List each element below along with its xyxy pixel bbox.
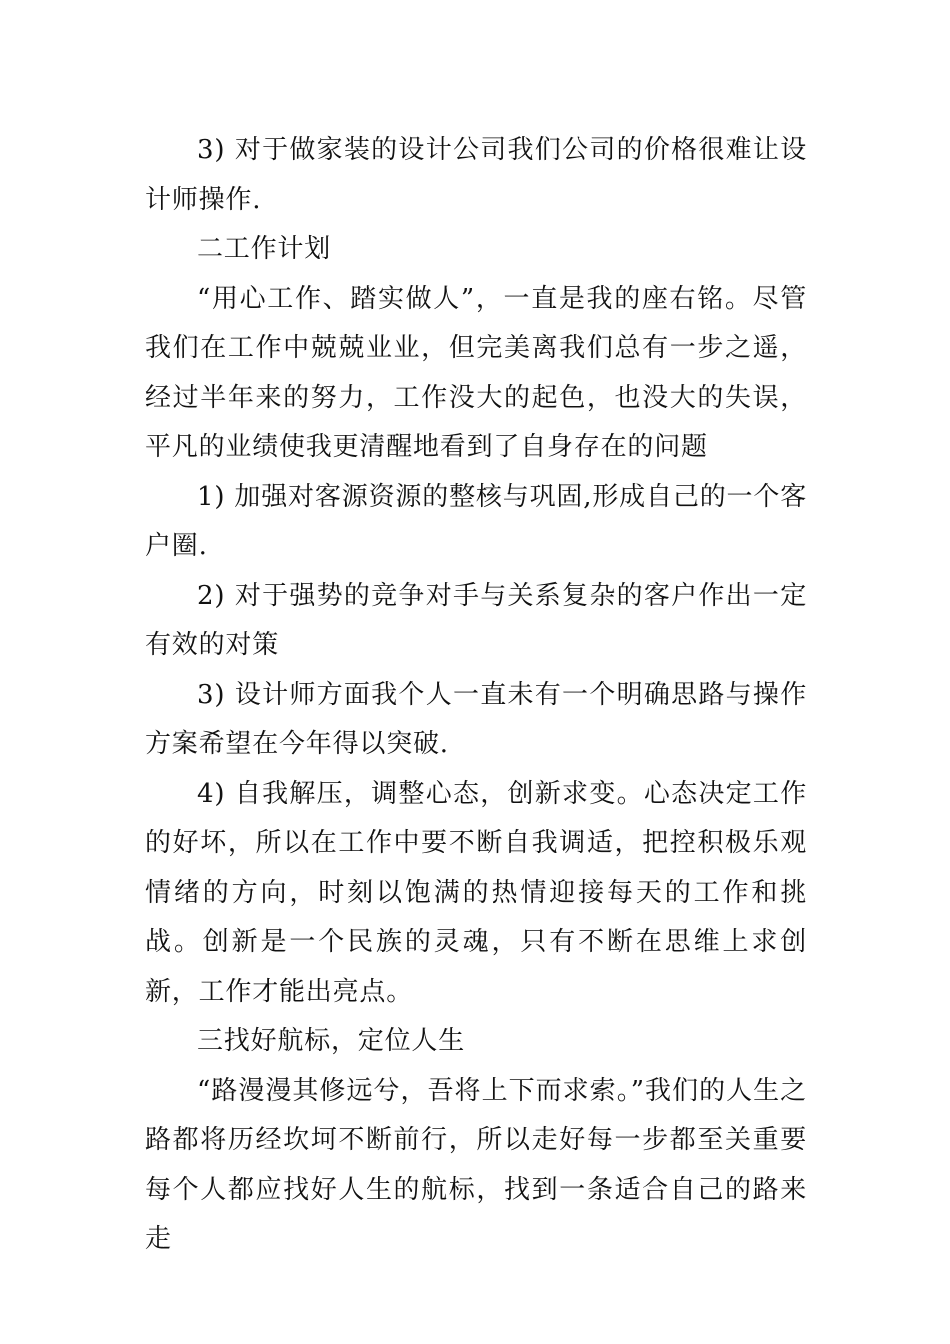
paragraph-plan-item-4: 4) 自我解压，调整心态，创新求变。心态决定工作的好坏，所以在工作中要不断自我调适，把控积极乐观情绪的方向，时刻以饱满的热情迎接每天的工作和挑战。创新是一个民族的灵魂，只有不断在思维上求创新，工作才能出亮点。 xyxy=(145,778,807,1007)
paragraph-plan-item-1: 1) 加强对客源资源的整核与巩固,形成自己的一个客户圈. xyxy=(145,481,807,561)
paragraph-life-road: “路漫漫其修远兮，吾将上下而求索。”我们的人生之路都将历经坎坷不断前行，所以走好每一步都至关重要每个人都应找好人生的航标，找到一条适合自己的路来走 xyxy=(145,1075,807,1254)
paragraph-designer-pricing: 3) 对于做家装的设计公司我们公司的价格很难让设计师操作. xyxy=(145,135,807,215)
paragraph-motto: “用心工作、踏实做人”，一直是我的座右铭。尽管我们在工作中兢兢业业，但完美离我们总有一步之遥，经过半年来的努力，工作没大的起色，也没大的失误，平凡的业绩使我更清醒地看到了自身存在的问题 xyxy=(145,283,807,462)
paragraph-plan-item-2: 2) 对于强势的竞争对手与关系复杂的客户作出一定有效的对策 xyxy=(145,580,807,660)
heading-life-beacon: 三找好航标，定位人生 xyxy=(197,1026,466,1056)
paragraph-plan-item-3: 3) 设计师方面我个人一直未有一个明确思路与操作方案希望在今年得以突破. xyxy=(145,679,807,759)
heading-work-plan: 二工作计划 xyxy=(197,234,332,264)
document-body xyxy=(145,126,807,1265)
